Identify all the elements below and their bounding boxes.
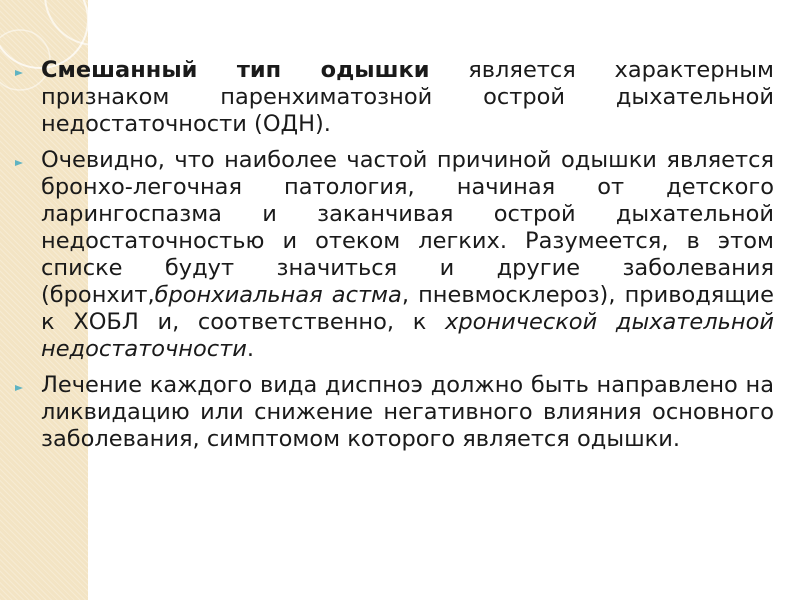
bullet-text-part: Очевидно, что наиболее частой причиной одышки является бронхо-легочная патология, начиная от детского ларингоспазма и заканчивая острой дыхательной недостаточностью и отеком легких. Разумеется, в этом списке будут значиться и другие заболевания (бронхит,	[41, 147, 774, 308]
slide-content	[14, 57, 774, 462]
bullet-text-rest: является характерным признаком паренхиматозной острой дыхательной недостаточности (ОДН).	[41, 57, 774, 137]
bullet-text: Лечение каждого вида диспноэ должно быть направлено на ликвидацию или снижение негативного влияния основного заболевания, симптомом которого является одышки.	[41, 372, 774, 452]
bullet-text-part: .	[246, 336, 255, 362]
bullet-text	[41, 57, 774, 138]
bullet-item	[14, 147, 774, 363]
italic-term: бронхиальная астма	[154, 282, 402, 308]
bullet-text	[41, 147, 774, 363]
bullet-arrow-icon	[14, 158, 24, 168]
bullet-text-part: , пневмосклероз), приводящие к ХОБЛ и, соответственно, к	[41, 282, 774, 335]
bullet-item	[14, 372, 774, 453]
bullet-item	[14, 57, 774, 138]
italic-term: хронической дыхательной недостаточности	[41, 309, 774, 362]
bullet-arrow-icon	[14, 383, 24, 393]
bold-term: Смешанный тип одышки	[41, 57, 430, 83]
bullet-arrow-icon	[14, 68, 24, 78]
